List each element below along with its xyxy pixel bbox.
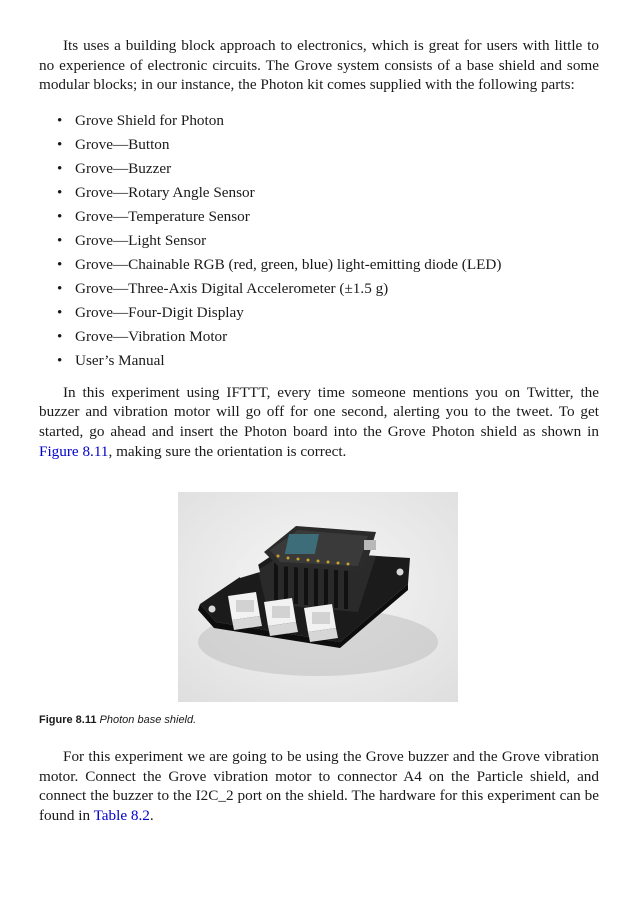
list-item: • Grove—Vibration Motor bbox=[39, 325, 599, 349]
page-content-lower bbox=[39, 747, 599, 825]
figure-image bbox=[178, 492, 458, 702]
figure-caption-text: Photon base shield. bbox=[99, 714, 197, 726]
figure-link[interactable]: Figure 8.11 bbox=[39, 442, 109, 460]
photon-shield-illustration bbox=[178, 492, 458, 702]
list-item: • Grove Shield for Photon bbox=[39, 109, 599, 133]
figure-caption bbox=[39, 714, 196, 726]
list-item: • Grove—Temperature Sensor bbox=[39, 205, 599, 229]
list-item: • Grove—Chainable RGB (red, green, blue) light-emitting diode (LED) bbox=[39, 253, 599, 277]
list-item: • Grove—Button bbox=[39, 133, 599, 157]
list-item: • Grove—Buzzer bbox=[39, 157, 599, 181]
experiment-text: In this experiment using IFTTT, every time someone mentions you on Twitter, the buzzer and vibration motor will go off for one second, alerting you to the tweet. To get started, go ahead and insert the Photon board into the Grove Photon shield as shown in bbox=[39, 383, 599, 440]
hardware-paragraph bbox=[39, 747, 599, 825]
table-link[interactable]: Table 8.2 bbox=[93, 806, 150, 824]
list-item: • Grove—Three-Axis Digital Accelerometer (±1.5 g) bbox=[39, 277, 599, 301]
list-item: • Grove—Four-Digit Display bbox=[39, 301, 599, 325]
parts-list bbox=[39, 109, 599, 373]
list-item: • User’s Manual bbox=[39, 349, 599, 373]
experiment-text-end: , making sure the orientation is correct. bbox=[108, 442, 347, 460]
experiment-paragraph bbox=[39, 383, 599, 461]
hardware-text: For this experiment we are going to be using the Grove buzzer and the Grove vibration motor. Connect the Grove vibration motor to connector A4 on the Particle shield, and connect the buzzer to the I2C_2 port on the shield. The hardware for this experiment can be found in bbox=[39, 748, 599, 824]
intro-paragraph: Its uses a building block approach to electronics, which is great for users with little to no experience of electronic circuits. The Grove system consists of a base shield and some modular blocks; in our instance, the Photon kit comes supplied with the following parts: bbox=[39, 37, 599, 94]
figure-label: Figure 8.11 bbox=[39, 714, 97, 726]
hardware-text-end: . bbox=[149, 806, 154, 824]
page-content bbox=[39, 36, 599, 461]
list-item: • Grove—Light Sensor bbox=[39, 229, 599, 253]
list-item: • Grove—Rotary Angle Sensor bbox=[39, 181, 599, 205]
